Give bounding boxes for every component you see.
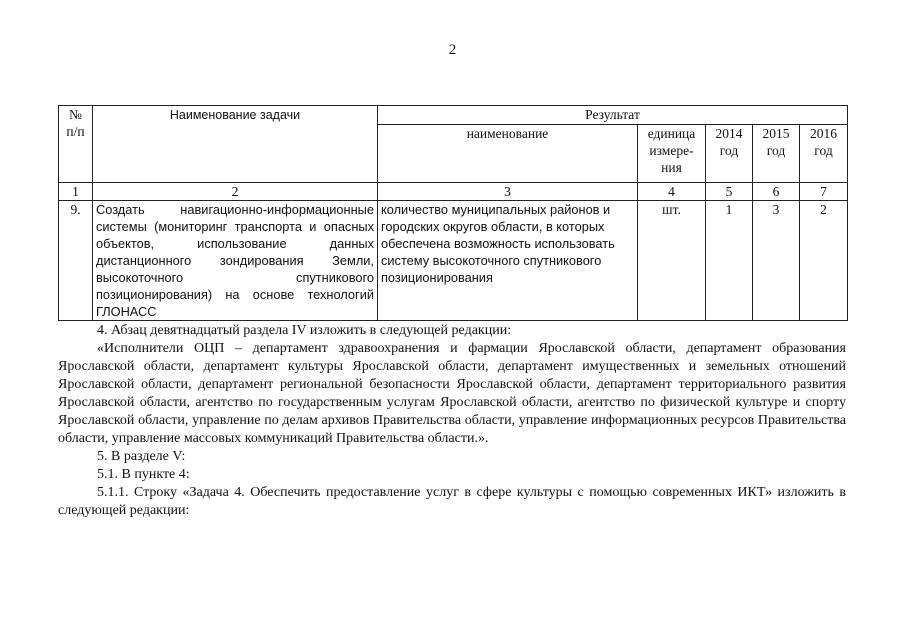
- paragraph: 5.1. В пункте 4:: [97, 467, 190, 482]
- row-2014: 1: [706, 201, 753, 321]
- table-row: [59, 201, 848, 321]
- row-2016: 2: [800, 201, 848, 321]
- paragraph: «Исполнители ОЦП – департамент здравоохранения и фармации Ярославской области, департамент образования Ярославской области, департамент культуры Ярославской области, департамент имущественных и земельных отношений Ярославской области, департамент региональной безопасности Ярославской области, департамент территориального развития Ярославской области, агентство по государственным услугам Ярославской области, агентство по физической культуре и спорту Ярославской области, управление по делам архивов Правительства области, управление информационных ресурсов Правительства области, управление массовых коммуникаций Правительства области.».: [58, 341, 846, 446]
- header-2016: 2016 год: [800, 125, 848, 183]
- table-header-row: [59, 106, 848, 125]
- row-indicator: количество муниципальных районов и городских округов области, в которых обеспечена возможность использовать систему высокоточного спутникового позиционирования: [378, 201, 638, 321]
- header-task-name-label: Наименование задачи: [169, 108, 301, 122]
- paragraph: 4. Абзац девятнадцатый раздела IV изложить в следующей редакции:: [97, 323, 512, 338]
- column-number: 7: [800, 183, 848, 201]
- column-number: 6: [753, 183, 800, 201]
- column-number: 4: [638, 183, 706, 201]
- header-2015: 2015 год: [753, 125, 800, 183]
- column-number: 5: [706, 183, 753, 201]
- results-table: [58, 105, 848, 321]
- page-number: 2: [448, 42, 457, 58]
- column-number: 2: [93, 183, 378, 201]
- header-result: Результат: [378, 106, 848, 125]
- row-num: 9.: [59, 201, 93, 321]
- paragraph: 5.1.1. Строку «Задача 4. Обеспечить предоставление услуг в сфере культуры с помощью современных ИКТ» изложить в следующей редакции:: [58, 485, 846, 518]
- body-text: [58, 322, 846, 520]
- row-task: Создать навигационно-информационные системы (мониторинг транспорта и опасных объектов, использование данных дистанционного зондирования Земли, высокоточного спутникового позиционирования) на основе технологий ГЛОНАСС: [93, 201, 378, 321]
- header-task-name: [93, 106, 378, 183]
- column-number: 1: [59, 183, 93, 201]
- column-number: 3: [378, 183, 638, 201]
- header-2014: 2014 год: [706, 125, 753, 183]
- row-unit: шт.: [638, 201, 706, 321]
- paragraph: 5. В разделе V:: [97, 449, 186, 464]
- row-2015: 3: [753, 201, 800, 321]
- column-number-row: [59, 183, 848, 201]
- header-num: [59, 106, 93, 183]
- header-result-name: наименование: [378, 125, 638, 183]
- header-unit: единица измере- ния: [638, 125, 706, 183]
- header-num-label: № п/п: [66, 107, 85, 139]
